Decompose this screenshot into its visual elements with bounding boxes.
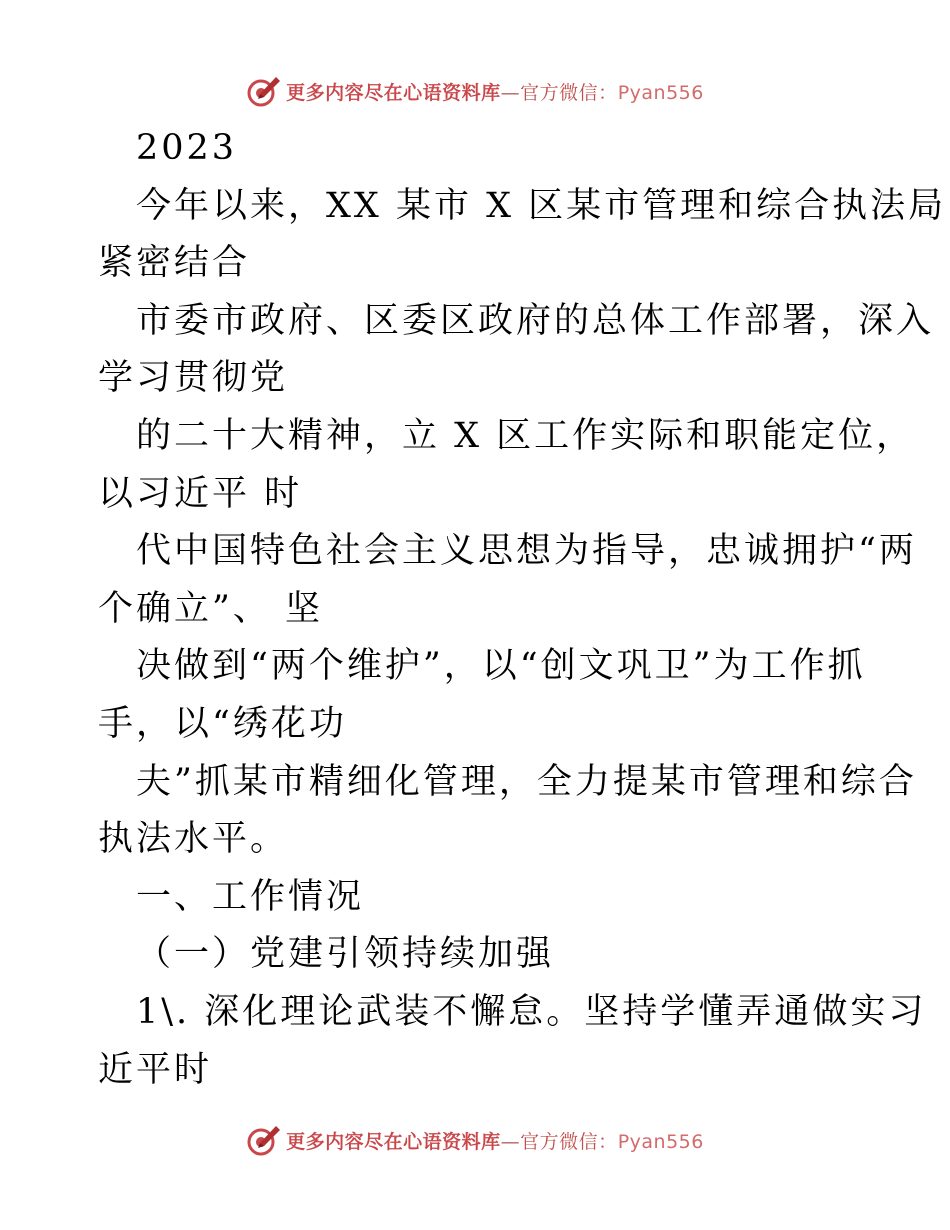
body-line: 市委市政府、区委区政府的总体工作部署，深入: [136, 300, 935, 341]
watermark-handle: Pyan556: [617, 1130, 704, 1153]
body-line: 的二十大精神，立 X 区工作实际和职能定位，: [136, 415, 915, 456]
watermark-handle: Pyan556: [617, 81, 704, 104]
watermark-contact: 官方微信：: [520, 1130, 618, 1153]
watermark-dash: —: [500, 1130, 521, 1153]
body-line: 以习近平 时: [98, 473, 303, 514]
watermark-brand: 更多内容尽在心语资料库: [286, 1130, 501, 1153]
body-line: 手，以“绣花功: [98, 703, 347, 744]
body-line: 夫”抓某市精细化管理，全力提某市管理和综合: [136, 761, 917, 802]
body-line: 执法水平。: [98, 819, 289, 860]
section-heading: 一、工作情况: [136, 876, 365, 917]
body-line: 代中国特色社会主义思想为指导，忠诚拥护“两: [136, 531, 917, 572]
subsection-heading: （一）党建引领持续加强: [136, 934, 555, 975]
watermark-dash: —: [500, 81, 521, 104]
watermark-text: [286, 78, 704, 105]
watermark-text: [286, 1127, 704, 1154]
body-line: 近平时: [98, 1049, 213, 1090]
body-line: 决做到“两个维护”，以“创文巩卫”为工作抓: [136, 646, 866, 687]
body-line: 紧密结合: [98, 243, 251, 284]
body-line: 2023: [136, 128, 238, 168]
body-line: 1\. 深化理论武装不懈怠。坚持学懂弄通做实习: [136, 991, 927, 1032]
body-line: 个确立”、 坚: [98, 588, 324, 629]
watermark-footer: [0, 1120, 950, 1160]
watermark-header: [0, 71, 950, 111]
pen-logo-icon: [246, 73, 282, 109]
body-line: 今年以来，XX 某市 X 区某市管理和综合执法局: [136, 185, 947, 226]
watermark-contact: 官方微信：: [520, 81, 618, 104]
document-body: [98, 120, 947, 1099]
pen-logo-icon: [246, 1122, 282, 1158]
watermark-brand: 更多内容尽在心语资料库: [286, 81, 501, 104]
body-line: 学习贯彻党: [98, 358, 289, 399]
